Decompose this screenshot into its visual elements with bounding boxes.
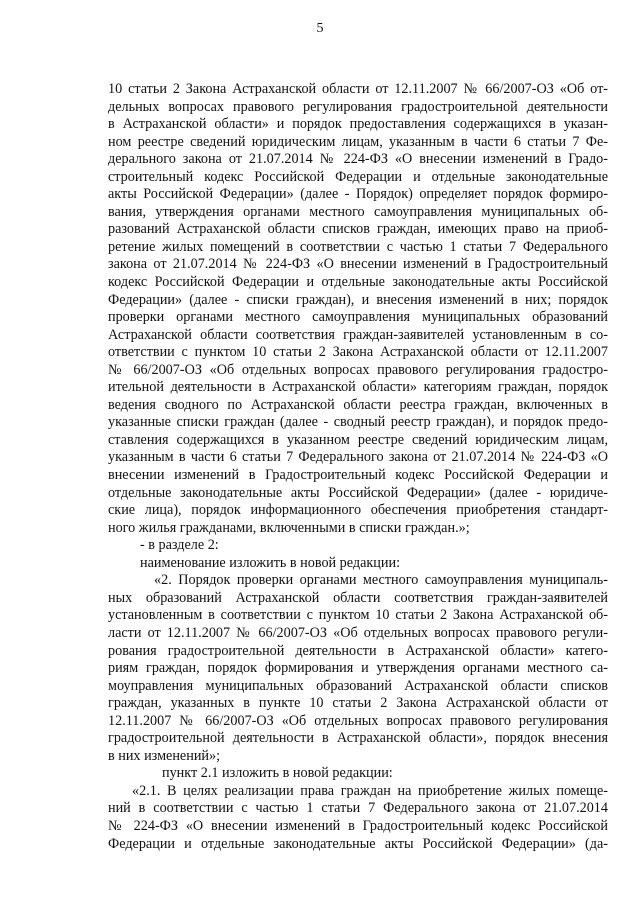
text-line: акты Российской Федерации» (далее - Порядок) определяет порядок формиро-	[108, 186, 608, 203]
text-line: рования градостроительной деятельности в Астраханской области» катего-	[108, 642, 608, 659]
text-line: отдельные законодательные акты Российской Федерации» (далее - юридиче-	[108, 484, 608, 501]
text-line: наименование изложить в новой редакции:	[140, 554, 401, 571]
text-line: ставления содержащихся в указанном реестре сведений юридическим лицам,	[108, 431, 608, 448]
text-line: ответствии с пунктом 10 статьи 2 Закона Астраханской области от 12.11.2007	[108, 344, 608, 361]
body-text	[108, 81, 608, 853]
text-line: граждан, указанных в пункте 10 статьи 2 Закона Астраханской области от	[108, 695, 608, 712]
text-line: 10 статьи 2 Закона Астраханской области от 12.11.2007 № 66/2007-ОЗ «Об от-	[108, 81, 608, 97]
text-line: № 224-ФЗ «О внесении изменений в Градостроительный кодекс Российской	[108, 817, 608, 834]
text-line: строительный кодекс Российской Федерации и отдельные законодательные	[108, 168, 608, 185]
text-line: градостроительной деятельности в Астраханской области», порядок внесения	[108, 730, 608, 747]
text-line: указанным в части 6 статьи 7 Федерального закона от 21.07.2014 № 224-ФЗ «О	[108, 449, 608, 466]
text-line: дерального закона от 21.07.2014 № 224-ФЗ «О внесении изменений в Градо-	[108, 151, 608, 168]
text-line: ном реестре сведений юридическим лицам, указанным в части 6 статьи 7 Фе-	[108, 133, 608, 150]
text-line: ские лица), порядок информационного обеспечения приобретения стандарт-	[108, 502, 608, 519]
text-line: указанные списки граждан (далее - сводный реестр граждан), и порядок предо-	[108, 414, 608, 431]
text-line: моуправления муниципальных образований Астраханской области списков	[108, 677, 608, 694]
text-line: ний в соответствии с частью 1 статьи 7 Федерального закона от 21.07.2014	[108, 800, 608, 817]
text-line: ласти от 12.11.2007 № 66/2007-ОЗ «Об отдельных вопросах правового регули-	[108, 624, 608, 641]
text-line: ных образований Астраханской области соответствия граждан-заявителей	[108, 589, 608, 606]
text-line: ведения сводного по Астраханской области реестра граждан, включенных в	[108, 396, 608, 413]
text-line: «2. Порядок проверки органами местного самоуправления муниципаль-	[154, 572, 608, 589]
text-line: пункт 2.1 изложить в новой редакции:	[162, 765, 393, 782]
text-line: закона от 21.07.2014 № 224-ФЗ «О внесении изменений в Градостроительный	[108, 256, 608, 273]
text-line: «2.1. В целях реализации права граждан на приобретение жилых помеще-	[132, 782, 608, 799]
text-line: внесении изменений в Градостроительный кодекс Российской Федерации и	[108, 467, 608, 484]
text-line: - в разделе 2:	[140, 537, 219, 554]
text-line: ного жилья гражданами, включенными в списки граждан.»;	[108, 519, 470, 536]
text-line: Федерации и отдельные законодательные акты Российской Федерации» (да-	[108, 835, 608, 852]
text-line: установленным в соответствии с пунктом 10 статьи 2 Закона Астраханской об-	[108, 607, 608, 624]
text-line: Федерации» (далее - списки граждан), и внесения изменений в них; порядок	[108, 291, 608, 308]
page-number: 5	[316, 21, 324, 36]
text-line: кодекс Российской Федерации и отдельные законодательные акты Российской	[108, 274, 608, 291]
text-line: разований Астраханской области списков граждан, имеющих право на приоб-	[108, 221, 608, 238]
text-line: 12.11.2007 № 66/2007-ОЗ «Об отдельных вопросах правового регулирования	[108, 712, 608, 729]
text-line: Астраханской области соответствия граждан-заявителей установленным в со-	[108, 326, 608, 343]
text-line: риям граждан, порядок формирования и утверждения органами местного са-	[108, 660, 608, 677]
text-line: ретение жилых помещений в соответствии с частью 1 статьи 7 Федерального	[108, 238, 608, 255]
text-line: проверки органами местного самоуправления муниципальных образований	[108, 309, 608, 326]
text-line: ительной деятельности в Астраханской области» категориям граждан, порядок	[108, 379, 608, 396]
text-line: в Астраханской области» и порядок предоставления содержащихся в указан-	[108, 116, 608, 133]
text-line: в них изменений»;	[108, 747, 221, 764]
text-line: № 66/2007-ОЗ «Об отдельных вопросах правового регулирования градостро-	[108, 361, 608, 378]
text-line: дельных вопросах правового регулирования градостроительной деятельности	[108, 98, 608, 115]
text-line: вания, утверждения органами местного самоуправления муниципальных об-	[108, 203, 608, 220]
